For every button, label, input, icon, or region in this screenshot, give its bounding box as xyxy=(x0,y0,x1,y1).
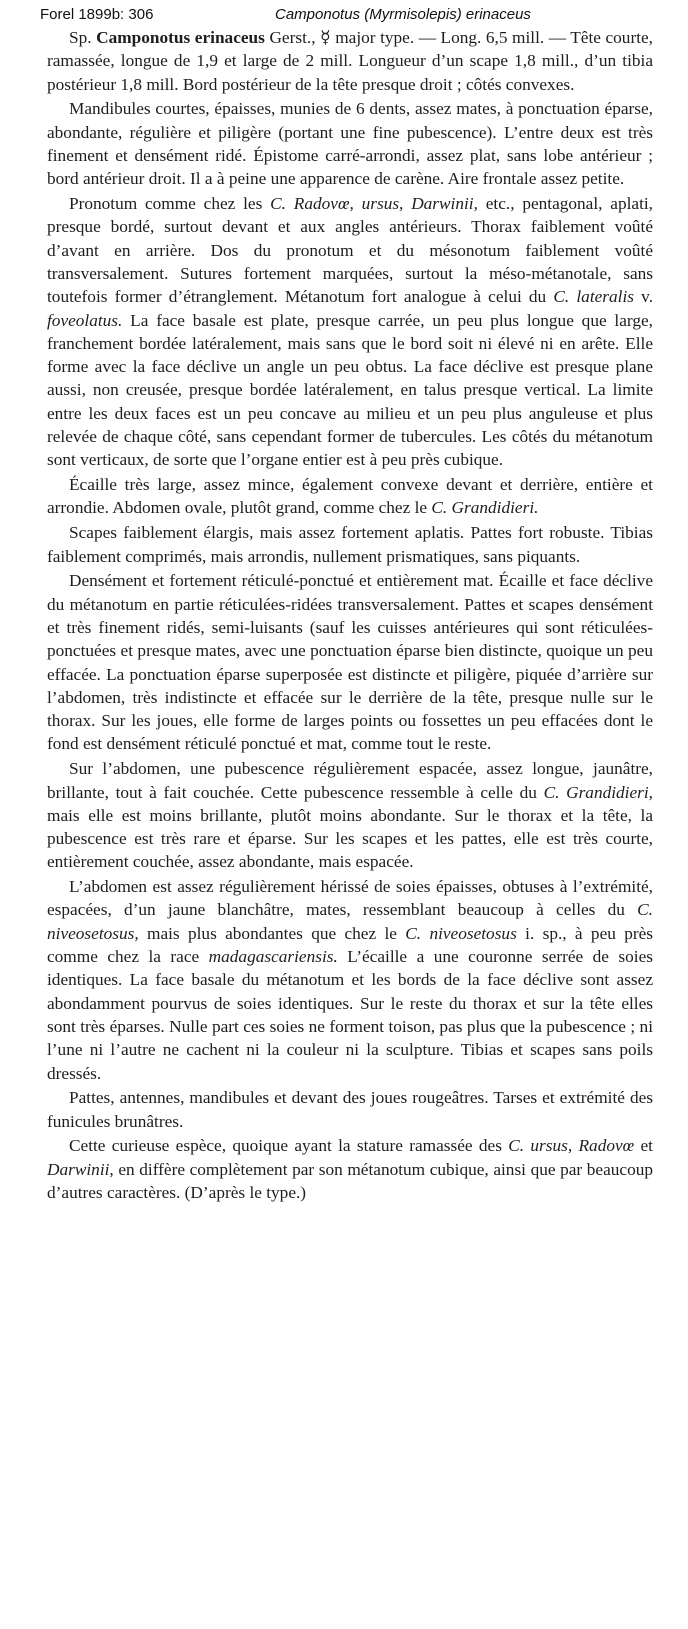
paragraph-color: Pattes, antennes, mandibules et devant des joues rougeâtres. Tarses et extrémité des funicules brunâtres. xyxy=(47,1088,653,1131)
paragraph-text: L’écaille a une couronne serrée de soies identiques. La face basale du métanotum et les bords de la face déclive sont assez abondamment pourvus de soies identiques. Sur le reste du thorax et sur la tête elles sont très éparses. Nulle part ces soies ne forment toison, pas plus que la pubescence ; ni l’une ni l’autre ne cachent ni la couleur ni la sculpture. Tibias et scapes sans poils dressés. xyxy=(47,947,653,1083)
taxon-title: Camponotus (Myrmisolepis) erinaceus xyxy=(275,6,531,23)
species-prefix: Sp. xyxy=(69,28,92,47)
paragraph-text: Cette curieuse espèce, quoique ayant la stature ramassée des xyxy=(69,1136,502,1156)
paragraph-text: et xyxy=(640,1136,653,1156)
paragraph-sculpture: Densément et fortement réticulé-ponctué et entièrement mat. Écaille et face déclive du métanotum en partie réticulées-ridées transversalement. Pattes et scapes densément et très finement ridés, semi-luisants (sauf les cuisses antérieures qui sont réticulées-ponctuées et presque mates, avec une ponctuation éparse bien distincte, quoique un peu effacée. La ponctuation éparse superposée est distincte et piligère, piquée d’arrière sur l’abdomen, très indistincte et effacée sur le derrière de la tête, presque nulle sur le thorax. Sur les joues, elle forme de larges points ou fossettes un peu effacées dont le fond est densément réticulé ponctué et mat, comme tout le reste. xyxy=(47,571,653,754)
paragraph-text: i. sp., à peu près comme chez la race xyxy=(47,923,653,967)
paragraph-remarks xyxy=(47,1134,653,1204)
description-text xyxy=(47,26,653,1206)
species-reference: C. niveosetosus xyxy=(405,923,517,943)
species-reference: C. ursus, Radovœ xyxy=(508,1136,635,1156)
paragraph-text: L’abdomen est assez régulièrement hérissé de soies épaisses, obtuses à l’extrémité, espacées, d’un jaune blanchâtre, mates, ressemblant beaucoup à celles du xyxy=(47,877,653,920)
paragraph-text: Écaille très large, assez mince, également convexe devant et derrière, entière et arrondie. Abdomen ovale, plutôt grand, comme chez le xyxy=(47,475,653,518)
paragraph-scale xyxy=(47,473,653,520)
species-name: Camponotus erinaceus xyxy=(96,28,265,47)
paragraph-setae xyxy=(47,875,653,1085)
paragraph-text: Sur l’abdomen, une pubescence régulièrement espacée, assez longue, jaunâtre, brillante, tout à fait couchée. Cette pubescence ressemble à celle du xyxy=(47,759,653,802)
paragraph-pubescence xyxy=(47,757,653,873)
species-reference: C. niveosetosus, xyxy=(47,900,653,943)
paragraph-text: Gerst., ☿ major type. — Long. 6,5 mill. — Tête courte, ramassée, longue de 1,9 et large de 2 mill. Longueur d’un scape 1,8 mill., d’un tibia postérieur 1,8 mill. Bord postérieur de la tête presque droit ; côtés convexes. xyxy=(47,28,653,94)
species-reference: Darwinii, xyxy=(47,1159,114,1179)
species-reference: C. Radovœ, ursus, Darwinii, xyxy=(270,194,478,214)
species-reference: foveolatus. xyxy=(47,310,123,330)
citation-reference: Forel 1899b: 306 xyxy=(40,6,154,23)
paragraph-mandibles: Mandibules courtes, épaisses, munies de 6 dents, assez mates, à ponctuation éparse, abondante, régulière et piligère (portant une fine pubescence). L’entre deux est très finement et densément ridé. Épistome carré-arrondi, assez plat, sans lobe antérieur ; bord antérieur droit. Il a à peine une apparence de carène. Aire frontale assez petite. xyxy=(47,99,653,189)
paragraph-thorax xyxy=(47,192,653,472)
paragraph-text: v. xyxy=(641,287,654,307)
paragraph-text: en diffère complètement par son métanotum cubique, ainsi que par beaucoup d’autres caractères. (D’après le type.) xyxy=(47,1159,653,1203)
species-reference: madagascariensis. xyxy=(208,947,338,967)
species-reference: C. Grandidieri. xyxy=(431,498,539,518)
paragraph-text: etc., pentagonal, aplati, presque bordé, surtout devant et aux angles antérieurs. Thorax faiblement voûté d’avant en arrière. Dos du pronotum et du mésonotum faiblement voûté transversalement. Sutures fortement marquées, surtout la méso-métanotale, sans toutefois former d’étranglement. Métanotum fort analogue à celui du xyxy=(47,194,653,307)
species-reference: C. lateralis xyxy=(553,287,634,307)
paragraph-text: Pronotum comme chez les xyxy=(69,194,263,214)
paragraph-text: mais elle est moins brillante, plutôt moins abondante. Sur le thorax et la tête, la pubescence est très rare et éparse. Sur les scapes et les pattes, elle est très courte, entièrement couchée, assez abondante, mais espacée. xyxy=(47,805,653,872)
paragraph-measurements xyxy=(47,26,653,96)
paragraph-scapes: Scapes faiblement élargis, mais assez fortement aplatis. Pattes fort robuste. Tibias faiblement comprimés, mais arrondis, nullement prismatiques, sans piquants. xyxy=(47,523,653,566)
paragraph-text: mais plus abondantes que chez le xyxy=(147,923,397,943)
species-reference: C. Grandidieri, xyxy=(543,782,653,802)
page-header xyxy=(40,4,648,28)
paragraph-text: La face basale est plate, presque carrée, un peu plus longue que large, franchement bordée latéralement, mais sans que le bord soit ni élevé ni en arête. Elle forme avec la face déclive un angle un peu obtus. La face déclive est presque plane aussi, non creusée, presque bordée latéralement, en talus presque vertical. La limite entre les deux faces est un peu concave au milieu et un peu plus anguleuse et plus relevée de chaque côté, sans cependant former de tubercules. Les côtés du métanotum sont verticaux, de sorte que l’organe entier est à peu près cubique. xyxy=(47,310,653,470)
